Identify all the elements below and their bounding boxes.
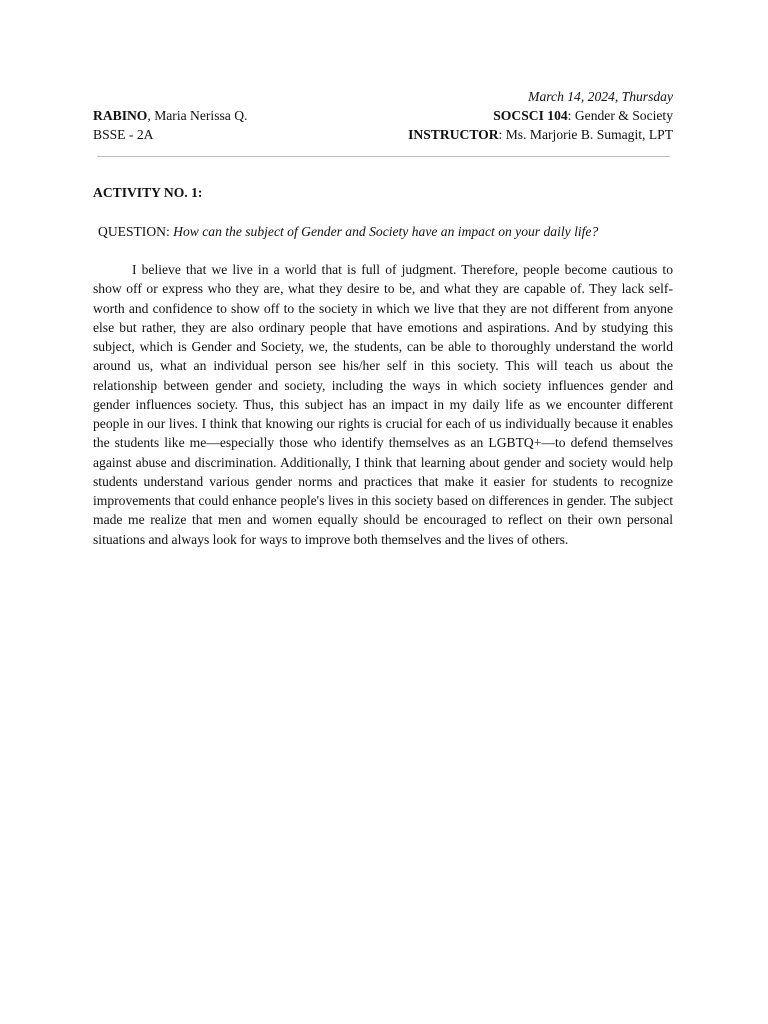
- course-section: BSSE - 2A: [93, 127, 154, 142]
- question-line: [98, 222, 598, 241]
- instructor-name: : Ms. Marjorie B. Sumagit, LPT: [498, 127, 673, 142]
- student-given-names: , Maria Nerissa Q.: [147, 108, 248, 123]
- subject-code: SOCSCI 104: [493, 108, 568, 123]
- subject-name: : Gender & Society: [567, 108, 673, 123]
- answer-paragraph: I believe that we live in a world that is full of judgment. Therefore, people become cautious to show off or express who they are, what they desire to be, and what they are capable of. They lack self-worth and confidence to show off to the society in which we live that they are not different from anyone else but rather, they are also ordinary people that have emotions and aspirations. And by studying this subject, which is Gender and Society, we, the students, can be able to thoroughly understand the world around us, what an individual person see his/her self in this society. This will teach us about the relationship between gender and society, including the ways in which society influences gender and gender influences society. Thus, this subject has an impact in my daily life as we encounter different people in our lives. I think that knowing our rights is crucial for each of us individually because it enables the students like me—especially those who identify themselves as an LGBTQ+—to defend themselves against abuse and discrimination. Additionally, I think that learning about gender and society would help students understand various gender norms and practices that make it easier for students to recognize improvements that could enhance people's lives in this society based on differences in gender. The subject made me realize that men and women equally should be encouraged to reflect on their own personal situations and always look for ways to improve both themselves and the lives of others.: [93, 262, 673, 547]
- question-label: QUESTION:: [98, 224, 170, 239]
- activity-title: ACTIVITY NO. 1:: [93, 185, 203, 200]
- question-text: How can the subject of Gender and Society have an impact on your daily life?: [173, 224, 599, 239]
- subject: [493, 106, 673, 125]
- student-surname: RABINO: [93, 108, 148, 123]
- instructor: [408, 125, 673, 144]
- student-name: [93, 106, 247, 125]
- header-row-1: [93, 106, 673, 125]
- header-row-2: [93, 125, 673, 144]
- header-divider: [97, 156, 670, 157]
- instructor-label: INSTRUCTOR: [408, 127, 499, 142]
- date-line: March 14, 2024, Thursday: [528, 89, 673, 104]
